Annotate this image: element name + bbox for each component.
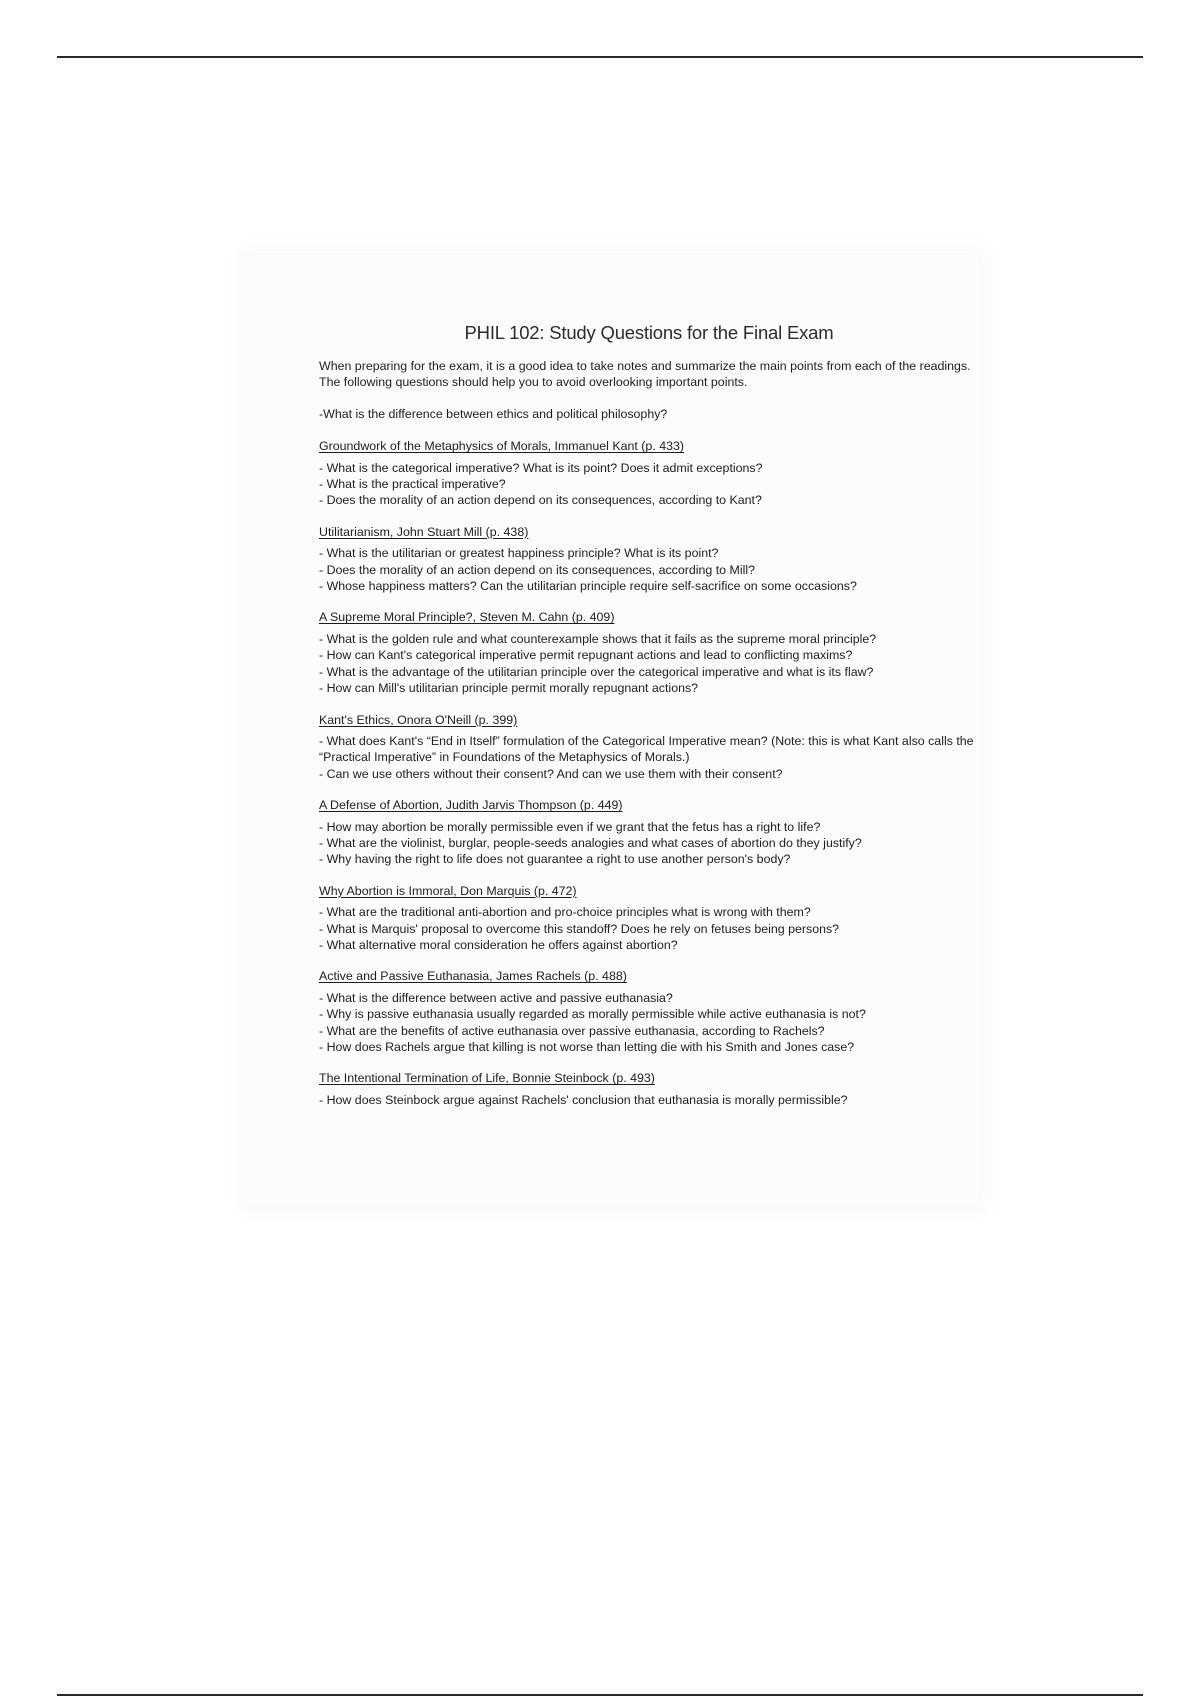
study-question: - How can Mill's utilitarian principle permit morally repugnant actions? <box>319 681 699 696</box>
study-question: - What are the traditional anti-abortion and pro-choice principles what is wrong with them? <box>319 905 811 920</box>
reading-section <box>319 883 979 954</box>
reading-title: Utilitarianism, John Stuart Mill (p. 438) <box>319 524 529 539</box>
study-question: - What is the categorical imperative? What is its point? Does it admit exceptions? <box>319 460 763 475</box>
study-question: - How does Rachels argue that killing is not worse than letting die with his Smith and Jones case? <box>319 1040 855 1054</box>
general-question: -What is the difference between ethics and political philosophy? <box>319 406 668 421</box>
question-list <box>319 904 979 953</box>
reading-title: Kant's Ethics, Onora O'Neill (p. 399) <box>319 712 518 727</box>
study-question: - What is the advantage of the utilitarian principle over the categorical imperative and what is its flaw? <box>319 664 874 679</box>
study-question: - What is Marquis' proposal to overcome this standoff? Does he rely on fetuses being persons? <box>319 921 840 936</box>
study-question: - Why having the right to life does not guarantee a right to use another person's body? <box>319 852 791 867</box>
study-question: - How may abortion be morally permissible even if we grant that the fetus has a right to life? <box>319 819 821 834</box>
reading-section <box>319 968 979 1055</box>
question-list <box>319 545 979 594</box>
study-question: - What alternative moral consideration he offers against abortion? <box>319 937 678 952</box>
reading-title: Active and Passive Euthanasia, James Rachels (p. 488) <box>319 969 627 984</box>
study-question: - What is the golden rule and what counterexample shows that it fails as the supreme moral principle? <box>319 631 877 646</box>
study-question: - What is the practical imperative? <box>319 477 506 492</box>
question-list <box>319 733 979 782</box>
page-bottom-rule <box>57 1694 1143 1696</box>
study-question: - Can we use others without their consent? And can we use them with their consent? <box>319 766 783 781</box>
reading-section <box>319 797 979 868</box>
question-list <box>319 1092 979 1108</box>
page-top-rule <box>57 56 1143 58</box>
reading-title: A Supreme Moral Principle?, Steven M. Cahn (p. 409) <box>319 610 615 625</box>
study-questions-document <box>319 322 979 1123</box>
document-title: PHIL 102: Study Questions for the Final Exam <box>464 322 834 343</box>
study-question: - Whose happiness matters? Can the utilitarian principle require self-sacrifice on some occasions? <box>319 579 857 594</box>
study-question: - What are the benefits of active euthanasia over passive euthanasia, according to Rachels? <box>319 1023 825 1038</box>
study-question: - What does Kant's “End in Itself” formulation of the Categorical Imperative mean? (Note: this is what Kant also calls the “Practical Imperative” in Foundations of the Metaphysics of Morals.) <box>319 733 974 765</box>
reading-section <box>319 1070 979 1108</box>
question-list <box>319 460 979 509</box>
question-list <box>319 990 979 1056</box>
study-question: - How does Steinbock argue against Rachels' conclusion that euthanasia is morally permissible? <box>319 1092 848 1107</box>
study-question: - What are the violinist, burglar, people-seeds analogies and what cases of abortion do they justify? <box>319 835 862 850</box>
study-question: - Does the morality of an action depend on its consequences, according to Mill? <box>319 562 755 577</box>
study-question: - Why is passive euthanasia usually regarded as morally permissible while active euthanasia is not? <box>319 1007 866 1022</box>
reading-title: Groundwork of the Metaphysics of Morals, Immanuel Kant (p. 433) <box>319 439 684 454</box>
reading-title: The Intentional Termination of Life, Bonnie Steinbock (p. 493) <box>319 1071 655 1086</box>
study-question: - Does the morality of an action depend on its consequences, according to Kant? <box>319 493 762 508</box>
reading-section <box>319 438 979 509</box>
reading-sections <box>319 438 979 1108</box>
question-list <box>319 819 979 868</box>
intro-paragraph: When preparing for the exam, it is a good idea to take notes and summarize the main points from each of the readings. The following questions should help you to avoid overlooking important points. <box>319 359 971 390</box>
study-question: - What is the utilitarian or greatest happiness principle? What is its point? <box>319 546 719 561</box>
reading-section <box>319 712 979 783</box>
reading-section <box>319 609 979 696</box>
study-question: - What is the difference between active and passive euthanasia? <box>319 990 673 1005</box>
reading-title: Why Abortion is Immoral, Don Marquis (p. 472) <box>319 883 577 898</box>
study-question: - How can Kant's categorical imperative permit repugnant actions and lead to conflicting maxims? <box>319 648 853 663</box>
reading-title: A Defense of Abortion, Judith Jarvis Thompson (p. 449) <box>319 798 623 813</box>
question-list <box>319 631 979 697</box>
reading-section <box>319 524 979 595</box>
